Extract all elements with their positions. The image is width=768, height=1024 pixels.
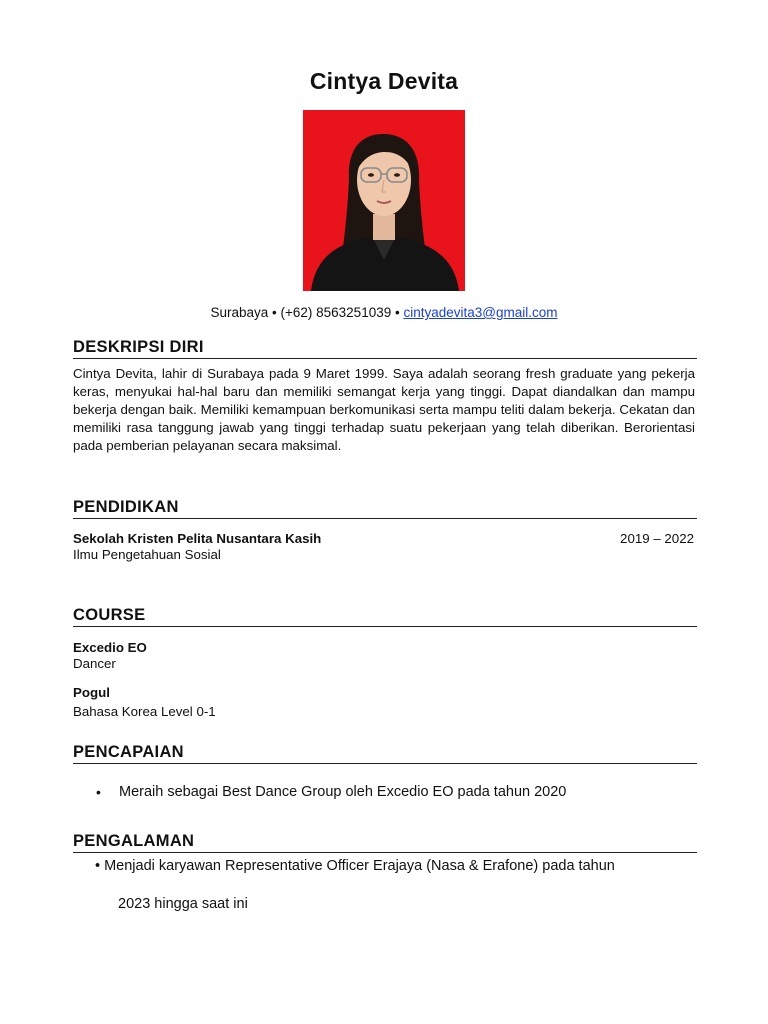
- education-school: Sekolah Kristen Pelita Nusantara Kasih: [73, 531, 322, 546]
- contact-line: [0, 305, 768, 320]
- course-name: Excedio EO: [73, 640, 147, 655]
- section-title-course: COURSE: [73, 606, 697, 627]
- description-text: Cintya Devita, lahir di Surabaya pada 9 Maret 1999. Saya adalah seorang fresh graduate yang pekerja keras, menyukai hal-hal baru dan memiliki semangat kerja yang tinggi. Dapat diandalkan dan mampu bekerja dengan baik. Memiliki kemampuan berkomunikasi serta mampu teliti dalam bekerja. Cekatan dan memiliki rasa tanggung jawab yang tinggi terhadap suatu pekerjaan yang telah diberikan. Berorientasi pada pemberian pelayanan secara maksimal.: [73, 366, 695, 453]
- course-name: Pogul: [73, 685, 110, 700]
- experience-item: • Menjadi karyawan Representative Officer Erajaya (Nasa & Erafone) pada tahun: [95, 858, 615, 874]
- course-detail: Bahasa Korea Level 0-1: [73, 704, 216, 719]
- experience-item-continued: 2023 hingga saat ini: [118, 896, 248, 912]
- bullet-marker: •: [96, 784, 101, 800]
- portrait-illustration: [303, 110, 465, 291]
- achievement-item: Meraih sebagai Best Dance Group oleh Excedio EO pada tahun 2020: [119, 784, 567, 800]
- profile-photo: [303, 110, 465, 291]
- section-title-pencapaian: PENCAPAIAN: [73, 743, 697, 764]
- section-title-pengalaman: PENGALAMAN: [73, 832, 697, 853]
- candidate-name: Cintya Devita: [309, 68, 459, 94]
- section-title-pendidikan: PENDIDIKAN: [73, 498, 697, 519]
- section-title-deskripsi: DESKRIPSI DIRI: [73, 338, 697, 359]
- contact-location-phone: Surabaya • (+62) 8563251039 •: [210, 305, 400, 320]
- course-detail: Dancer: [73, 656, 116, 671]
- education-years: 2019 – 2022: [620, 531, 694, 546]
- education-major: Ilmu Pengetahuan Sosial: [73, 547, 221, 562]
- email-link[interactable]: cintyadevita3@gmail.com: [403, 305, 558, 320]
